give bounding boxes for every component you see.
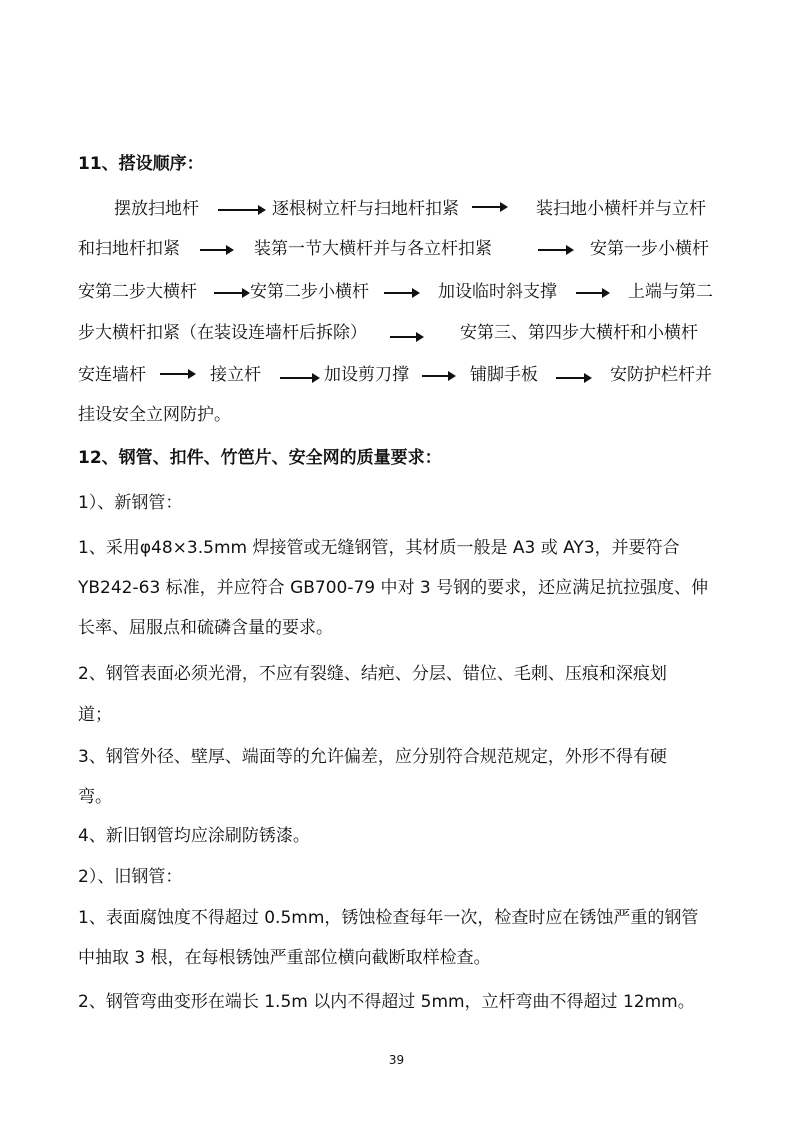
arrow-icon	[472, 206, 502, 208]
step-text: 安第三、第四步大横杆和小横杆	[460, 323, 698, 343]
sequence-line-6: 挂设安全立网防护。	[78, 405, 231, 425]
step-text: 和扫地杆扣紧	[78, 239, 180, 259]
paragraph-line: 1、表面腐蚀度不得超过 0.5mm，锈蚀检查每年一次，检查时应在锈蚀严重的钢管	[78, 908, 699, 928]
paragraph-line: 2、钢管表面必须光滑，不应有裂缝、结疤、分层、错位、毛刺、压痕和深痕划	[78, 664, 667, 684]
step-text: 安第二步大横杆	[78, 282, 197, 302]
paragraph-line: 道；	[78, 705, 112, 725]
arrow-icon	[576, 292, 604, 294]
paragraph-line: 4、新旧钢管均应涂刷防锈漆。	[78, 826, 310, 846]
paragraph-line: 弯。	[78, 787, 112, 807]
step-text: 摆放扫地杆	[114, 199, 199, 219]
step-text: 铺脚手板	[470, 365, 538, 385]
page-number: 39	[388, 1053, 405, 1067]
step-text: 逐根树立杆与扫地杆扣紧	[272, 199, 459, 219]
subsection-title-new-pipe: 1）、新钢管：	[78, 493, 183, 513]
step-text: 安防护栏杆并	[610, 365, 712, 385]
paragraph-line: 1、采用φ48×3.5mm 焊接管或无缝钢管，其材质一般是 A3 或 AY3，并要符合	[78, 538, 680, 558]
paragraph-line: YB242-63 标准，并应符合 GB700-79 中对 3 号钢的要求，还应满足抗拉强度、伸	[78, 578, 709, 598]
step-text: 加设临时斜支撑	[438, 282, 557, 302]
arrow-icon	[200, 249, 228, 251]
arrow-icon	[214, 292, 244, 294]
step-text: 装扫地小横杆并与立杆	[536, 199, 706, 219]
step-text: 装第一节大横杆并与各立杆扣紧	[254, 239, 492, 259]
step-text: 安第一步小横杆	[590, 239, 709, 259]
section-heading-11: 11、搭设顺序：	[78, 154, 204, 174]
arrow-icon	[218, 209, 260, 211]
step-text: 安连墙杆	[78, 365, 146, 385]
arrow-icon	[422, 375, 450, 377]
arrow-icon	[538, 249, 568, 251]
arrow-icon	[160, 373, 190, 375]
arrow-icon	[556, 377, 586, 379]
section-heading-12: 12、钢管、扣件、竹笆片、安全网的质量要求：	[78, 448, 442, 468]
step-text: 上端与第二	[628, 282, 713, 302]
arrow-icon	[390, 336, 418, 338]
step-text: 步大横杆扣紧（在装设连墙杆后拆除）	[78, 323, 367, 343]
step-text: 加设剪刀撑	[324, 365, 409, 385]
arrow-icon	[280, 377, 314, 379]
paragraph-line: 长率、屈服点和硫磷含量的要求。	[78, 618, 333, 638]
step-text: 安第二步小横杆	[250, 282, 369, 302]
paragraph-line: 2、钢管弯曲变形在端长 1.5m 以内不得超过 5mm，立杆弯曲不得超过 12mm。	[78, 992, 695, 1012]
paragraph-line: 中抽取 3 根，在每根锈蚀严重部位横向截断取样检查。	[78, 948, 491, 968]
step-text: 接立杆	[210, 365, 261, 385]
arrow-icon	[384, 292, 414, 294]
subsection-title-old-pipe: 2）、旧钢管：	[78, 867, 183, 887]
paragraph-line: 3、钢管外径、壁厚、端面等的允许偏差，应分别符合规范规定，外形不得有硬	[78, 747, 667, 767]
